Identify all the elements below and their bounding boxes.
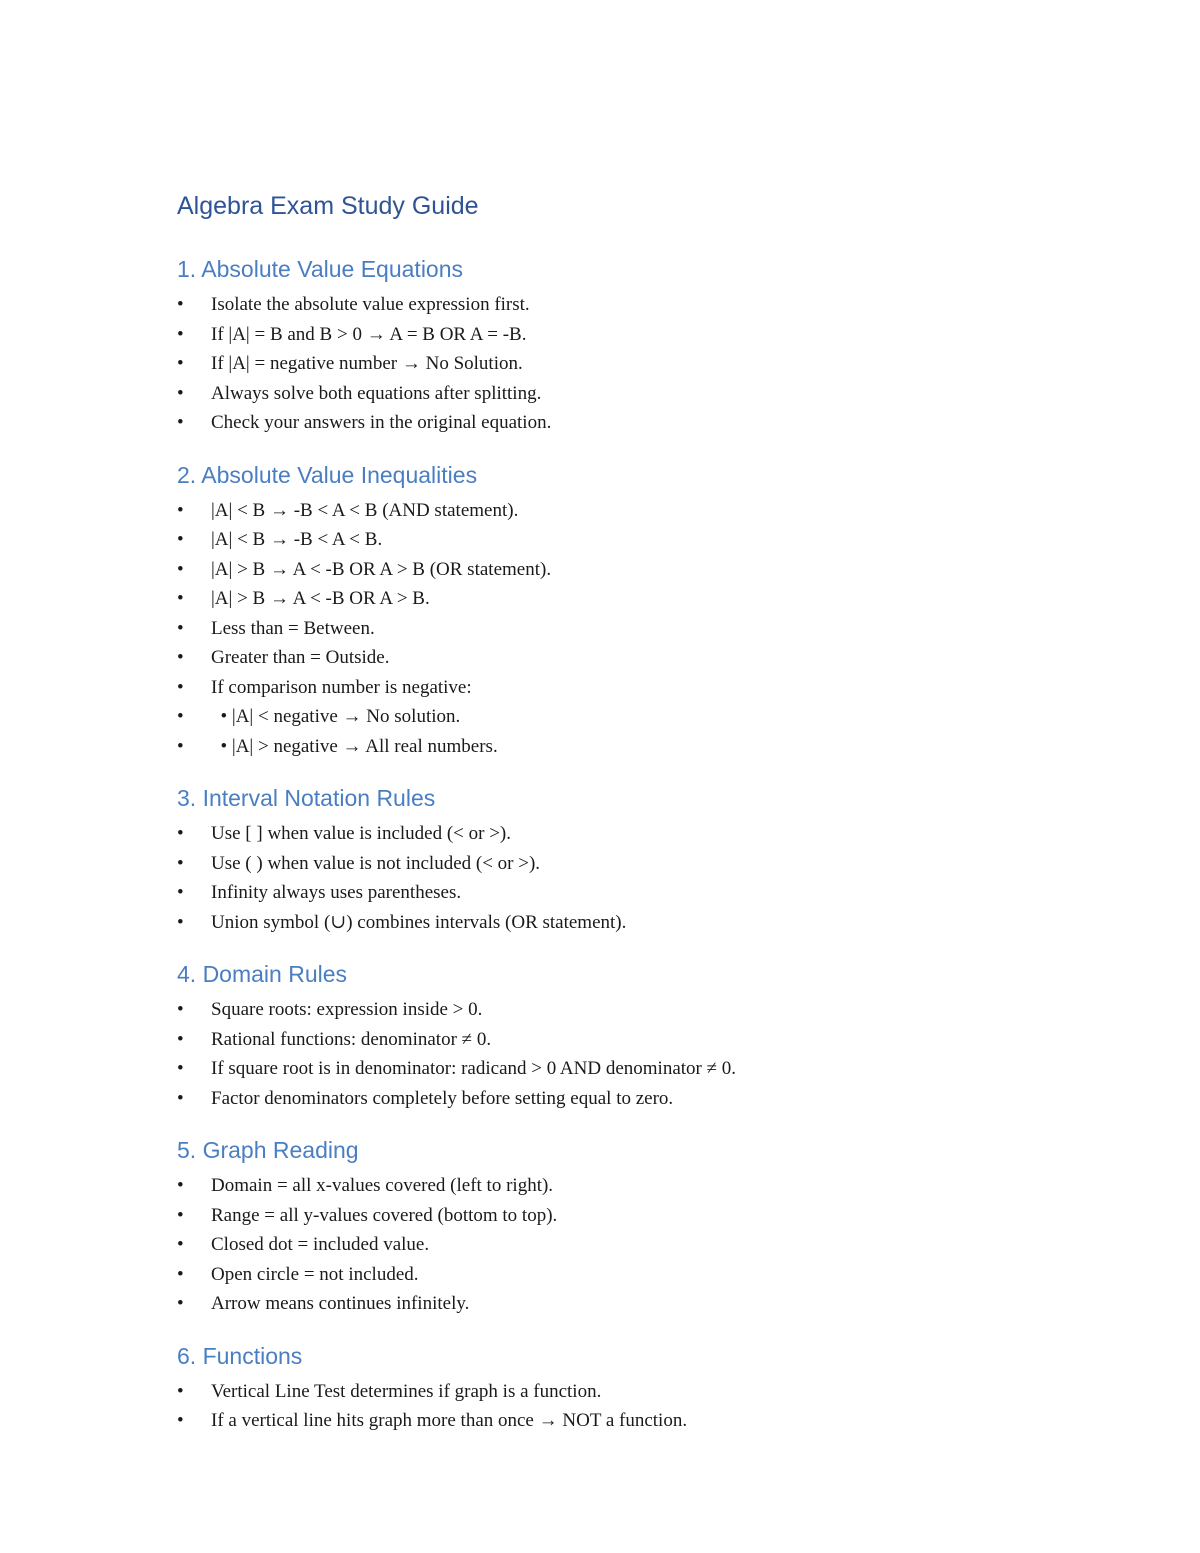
bullet-icon: • bbox=[177, 706, 184, 727]
list-item-text: Check your answers in the original equation. bbox=[211, 412, 552, 433]
list-item bbox=[177, 408, 1077, 438]
bullet-icon: • bbox=[177, 323, 184, 345]
list-item-text: Factor denominators completely before setting equal to zero. bbox=[211, 1087, 674, 1109]
sections-container bbox=[177, 252, 1077, 1436]
list-item bbox=[177, 379, 1077, 409]
list-item bbox=[177, 1406, 1077, 1436]
list-item bbox=[177, 702, 1077, 732]
list-item-text: |A| > B → A < -B OR A > B. bbox=[211, 588, 430, 609]
bullet-icon: • bbox=[177, 1380, 184, 1402]
list-item-text: Range = all y-values covered (bottom to top). bbox=[211, 1204, 558, 1226]
list-item-text: Infinity always uses parentheses. bbox=[211, 882, 462, 903]
bullet-list bbox=[177, 1171, 1077, 1319]
list-item bbox=[177, 673, 1077, 703]
section-3 bbox=[177, 781, 1077, 937]
bullet-list bbox=[177, 290, 1077, 438]
section-heading: 6. Functions bbox=[177, 1342, 303, 1369]
section-4 bbox=[177, 957, 1077, 1113]
list-item-text: |A| < B → -B < A < B (AND statement). bbox=[211, 499, 519, 521]
bullet-icon: • bbox=[177, 676, 184, 698]
list-item bbox=[177, 349, 1077, 379]
list-item-text: Rational functions: denominator ≠ 0. bbox=[211, 1028, 492, 1050]
bullet-icon: • bbox=[177, 1028, 184, 1050]
list-item bbox=[177, 819, 1077, 849]
list-item-text: Square roots: expression inside > 0. bbox=[211, 999, 483, 1020]
bullet-icon: • bbox=[177, 529, 184, 550]
list-item bbox=[177, 1377, 1077, 1407]
list-item-text: Less than = Between. bbox=[211, 617, 375, 639]
list-item bbox=[177, 290, 1077, 320]
bullet-icon: • bbox=[177, 294, 184, 315]
bullet-icon: • bbox=[177, 999, 184, 1020]
list-item bbox=[177, 1230, 1077, 1260]
list-item bbox=[177, 732, 1077, 762]
section-1 bbox=[177, 252, 1077, 438]
list-item bbox=[177, 1289, 1077, 1319]
section-heading: 1. Absolute Value Equations bbox=[177, 256, 464, 282]
section-heading: 2. Absolute Value Inequalities bbox=[177, 461, 478, 488]
list-item-text: If |A| = B and B > 0 → A = B OR A = -B. bbox=[211, 323, 527, 345]
bullet-icon: • bbox=[177, 1087, 184, 1109]
document-page bbox=[177, 188, 1077, 1456]
bullet-icon: • bbox=[177, 647, 184, 668]
section-6 bbox=[177, 1339, 1077, 1436]
list-item bbox=[177, 320, 1077, 350]
list-item bbox=[177, 878, 1077, 908]
bullet-list bbox=[177, 995, 1077, 1113]
list-item-text: Always solve both equations after splitting. bbox=[211, 382, 542, 404]
list-item-text: Open circle = not included. bbox=[211, 1263, 419, 1285]
list-item bbox=[177, 995, 1077, 1025]
bullet-icon: • bbox=[177, 1293, 184, 1314]
list-item-text: • |A| < negative → No solution. bbox=[211, 706, 461, 727]
bullet-icon: • bbox=[177, 499, 184, 521]
bullet-list bbox=[177, 1377, 1077, 1436]
bullet-icon: • bbox=[177, 1410, 184, 1431]
list-item-text: Arrow means continues infinitely. bbox=[211, 1293, 470, 1314]
section-2 bbox=[177, 458, 1077, 762]
list-item-text: |A| > B → A < -B OR A > B (OR statement). bbox=[211, 558, 552, 580]
bullet-icon: • bbox=[177, 1204, 184, 1226]
section-heading: 5. Graph Reading bbox=[177, 1137, 359, 1163]
list-item-text: Use ( ) when value is not included (< or >). bbox=[211, 852, 541, 874]
list-item-text: If a vertical line hits graph more than once → NOT a function. bbox=[211, 1410, 688, 1431]
list-item bbox=[177, 1084, 1077, 1114]
bullet-icon: • bbox=[177, 852, 184, 874]
list-item bbox=[177, 496, 1077, 526]
bullet-icon: • bbox=[177, 882, 184, 903]
list-item-text: Use [ ] when value is included (< or >). bbox=[211, 823, 512, 844]
list-item-text: Greater than = Outside. bbox=[211, 647, 390, 668]
list-item bbox=[177, 614, 1077, 644]
bullet-list bbox=[177, 819, 1077, 937]
bullet-icon: • bbox=[177, 1175, 184, 1196]
list-item bbox=[177, 525, 1077, 555]
section-heading: 4. Domain Rules bbox=[177, 961, 348, 987]
bullet-icon: • bbox=[177, 588, 184, 609]
list-item bbox=[177, 1260, 1077, 1290]
list-item-text: Domain = all x-values covered (left to right). bbox=[211, 1175, 554, 1196]
bullet-icon: • bbox=[177, 1234, 184, 1255]
bullet-icon: • bbox=[177, 735, 184, 757]
section-5 bbox=[177, 1133, 1077, 1319]
list-item bbox=[177, 1054, 1077, 1084]
list-item-text: Closed dot = included value. bbox=[211, 1234, 430, 1255]
list-item-text: Union symbol (∪) combines intervals (OR statement). bbox=[211, 911, 627, 933]
bullet-icon: • bbox=[177, 382, 184, 404]
list-item-text: If |A| = negative number → No Solution. bbox=[211, 353, 523, 374]
list-item-text: |A| < B → -B < A < B. bbox=[211, 529, 383, 550]
list-item-text: If square root is in denominator: radicand > 0 AND denominator ≠ 0. bbox=[211, 1058, 737, 1079]
list-item bbox=[177, 1201, 1077, 1231]
bullet-icon: • bbox=[177, 911, 184, 933]
bullet-icon: • bbox=[177, 412, 184, 433]
bullet-list bbox=[177, 496, 1077, 762]
list-item-text: Isolate the absolute value expression first. bbox=[211, 294, 530, 315]
bullet-icon: • bbox=[177, 1058, 184, 1079]
list-item bbox=[177, 1025, 1077, 1055]
list-item-text: Vertical Line Test determines if graph is a function. bbox=[211, 1380, 602, 1402]
list-item bbox=[177, 584, 1077, 614]
list-item bbox=[177, 555, 1077, 585]
bullet-icon: • bbox=[177, 353, 184, 374]
section-heading: 3. Interval Notation Rules bbox=[177, 785, 436, 811]
list-item bbox=[177, 643, 1077, 673]
list-item bbox=[177, 849, 1077, 879]
list-item bbox=[177, 1171, 1077, 1201]
list-item-text: • |A| > negative → All real numbers. bbox=[211, 735, 498, 757]
list-item bbox=[177, 908, 1077, 938]
bullet-icon: • bbox=[177, 823, 184, 844]
list-item-text: If comparison number is negative: bbox=[211, 676, 472, 698]
document-title: Algebra Exam Study Guide bbox=[177, 192, 479, 220]
bullet-icon: • bbox=[177, 1263, 184, 1285]
bullet-icon: • bbox=[177, 617, 184, 639]
bullet-icon: • bbox=[177, 558, 184, 580]
